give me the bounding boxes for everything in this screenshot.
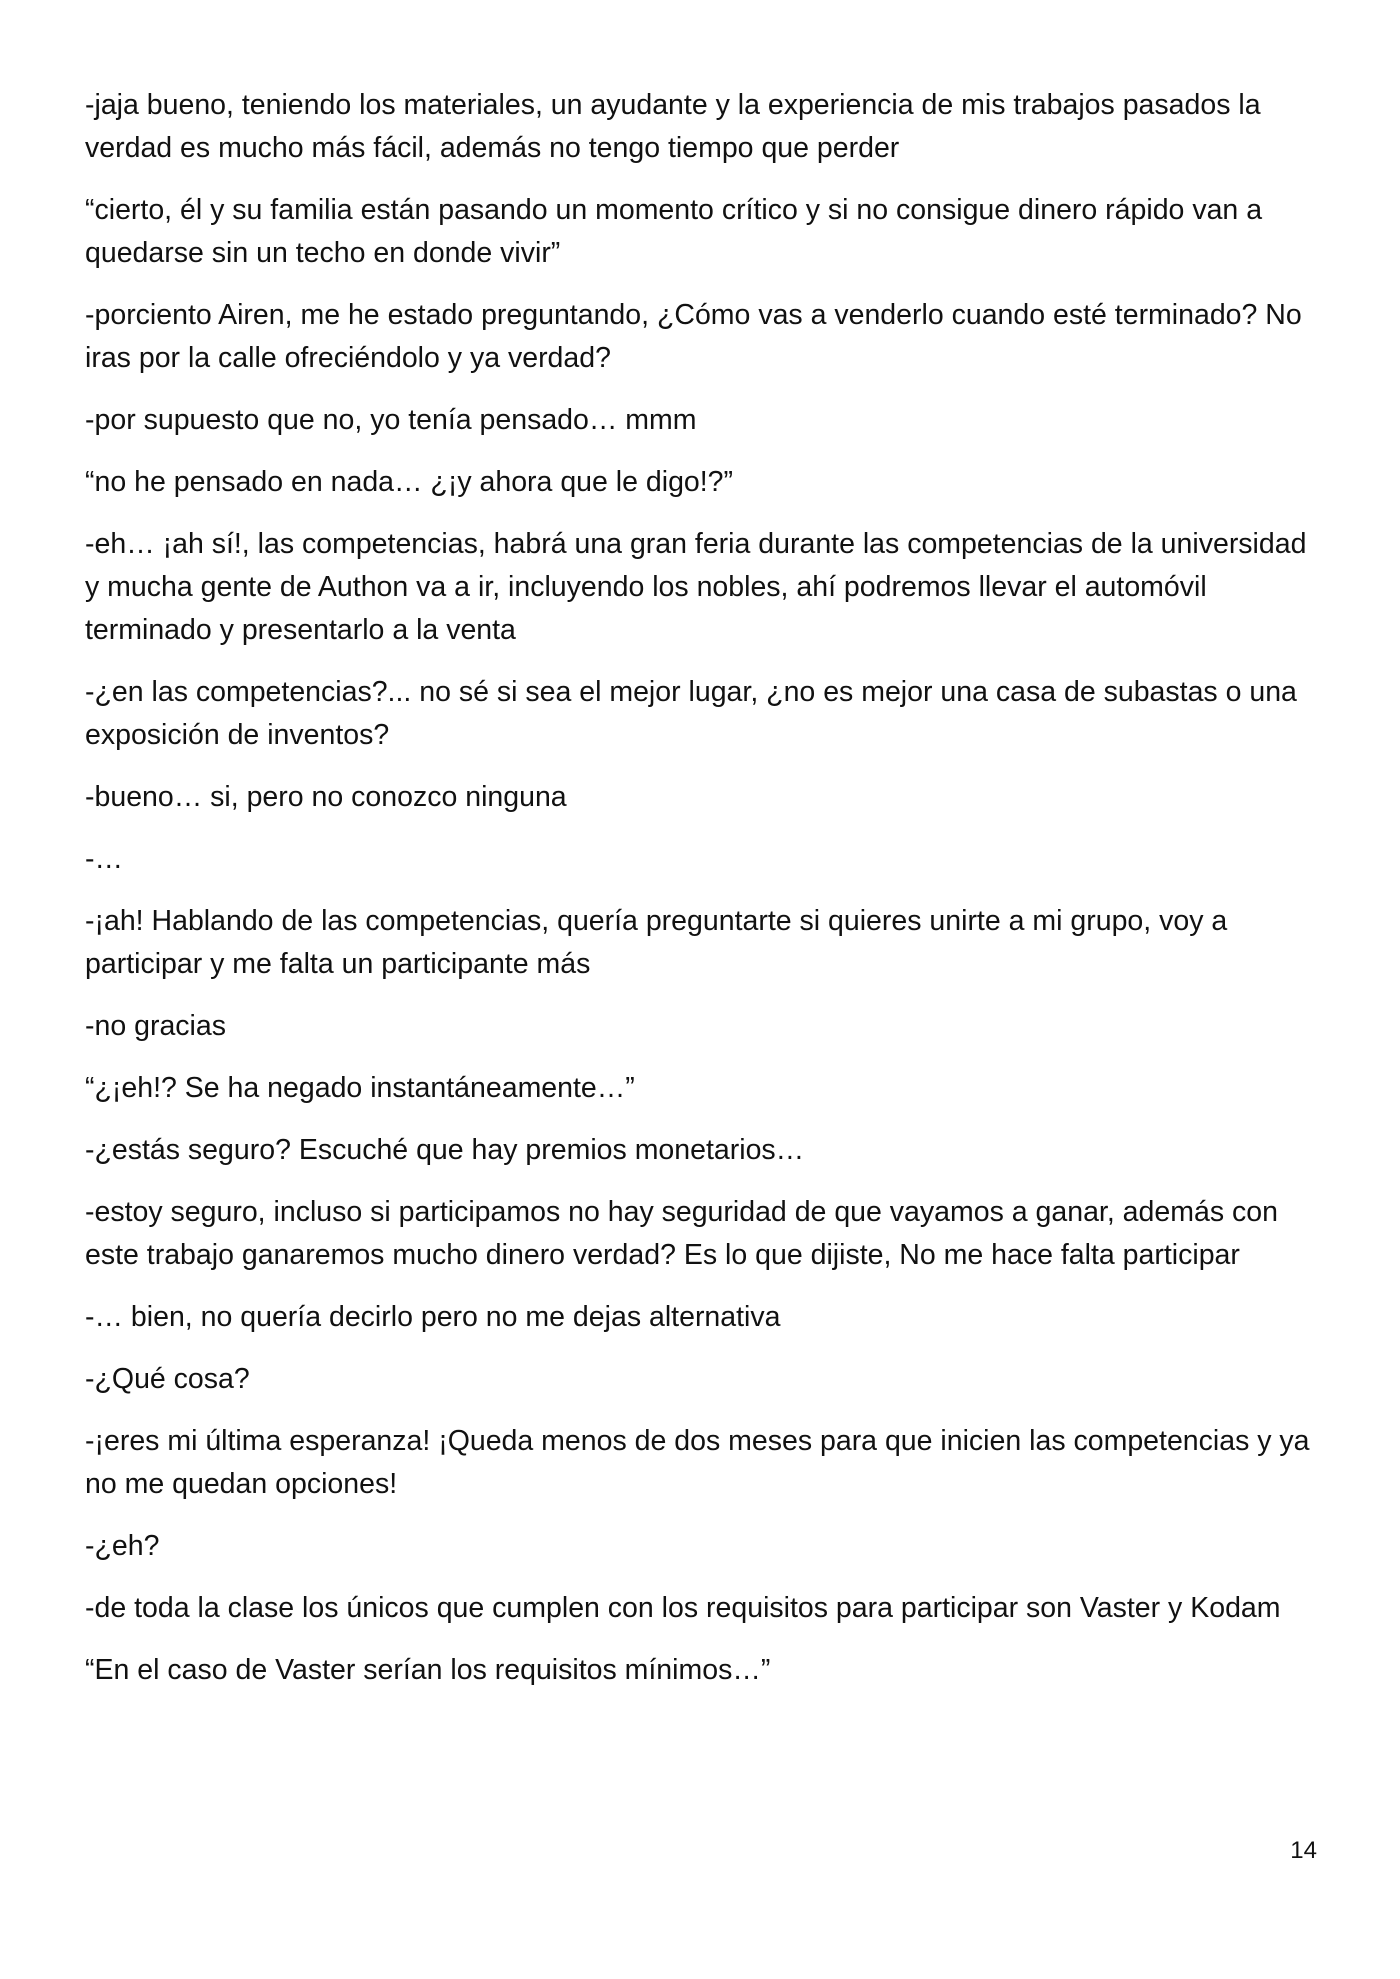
paragraph-7: -¿en las competencias?... no sé si sea el mejor lugar, ¿no es mejor una casa de subastas o una exposición de inventos?	[85, 676, 1297, 751]
paragraph-19: -de toda la clase los únicos que cumplen con los requisitos para participar son Vaster y Kodam	[85, 1592, 1281, 1624]
document-body	[85, 84, 1325, 1711]
paragraph-4: -por supuesto que no, yo tenía pensado… mmm	[85, 404, 697, 436]
paragraph-11: -no gracias	[85, 1010, 226, 1042]
paragraph-17: -¡eres mi última esperanza! ¡Queda menos de dos meses para que inicien las competencias y ya no me quedan opciones!	[85, 1425, 1310, 1500]
paragraph-18: -¿eh?	[85, 1530, 160, 1562]
paragraph-13: -¿estás seguro? Escuché que hay premios monetarios…	[85, 1134, 805, 1166]
paragraph-12: “¿¡eh!? Se ha negado instantáneamente…”	[85, 1072, 635, 1104]
paragraph-10: -¡ah! Hablando de las competencias, quería preguntarte si quieres unirte a mi grupo, voy a participar y me falta un participante más	[85, 905, 1228, 980]
paragraph-14: -estoy seguro, incluso si participamos no hay seguridad de que vayamos a ganar, además con este trabajo ganaremos mucho dinero verdad? Es lo que dijiste, No me hace falta participar	[85, 1196, 1278, 1271]
paragraph-6: -eh… ¡ah sí!, las competencias, habrá una gran feria durante las competencias de la universidad y mucha gente de Authon va a ir, incluyendo los nobles, ahí podremos llevar el automóvil terminado y presentarlo a la venta	[85, 528, 1307, 646]
paragraph-2: “cierto, él y su familia están pasando un momento crítico y si no consigue dinero rápido van a quedarse sin un techo en donde vivir”	[85, 194, 1263, 269]
page-number: 14	[1290, 1837, 1317, 1864]
paragraph-1: -jaja bueno, teniendo los materiales, un ayudante y la experiencia de mis trabajos pasados la verdad es mucho más fácil, además no tengo tiempo que perder	[85, 89, 1261, 164]
paragraph-20: “En el caso de Vaster serían los requisitos mínimos…”	[85, 1654, 771, 1686]
paragraph-3: -porciento Airen, me he estado preguntando, ¿Cómo vas a venderlo cuando esté terminado? No iras por la calle ofreciéndolo y ya verdad?	[85, 299, 1302, 374]
paragraph-16: -¿Qué cosa?	[85, 1363, 250, 1395]
paragraph-9: -…	[85, 843, 123, 875]
paragraph-5: “no he pensado en nada… ¿¡y ahora que le digo!?”	[85, 466, 734, 498]
paragraph-8: -bueno… si, pero no conozco ninguna	[85, 781, 567, 813]
paragraph-15: -… bien, no quería decirlo pero no me dejas alternativa	[85, 1301, 781, 1333]
